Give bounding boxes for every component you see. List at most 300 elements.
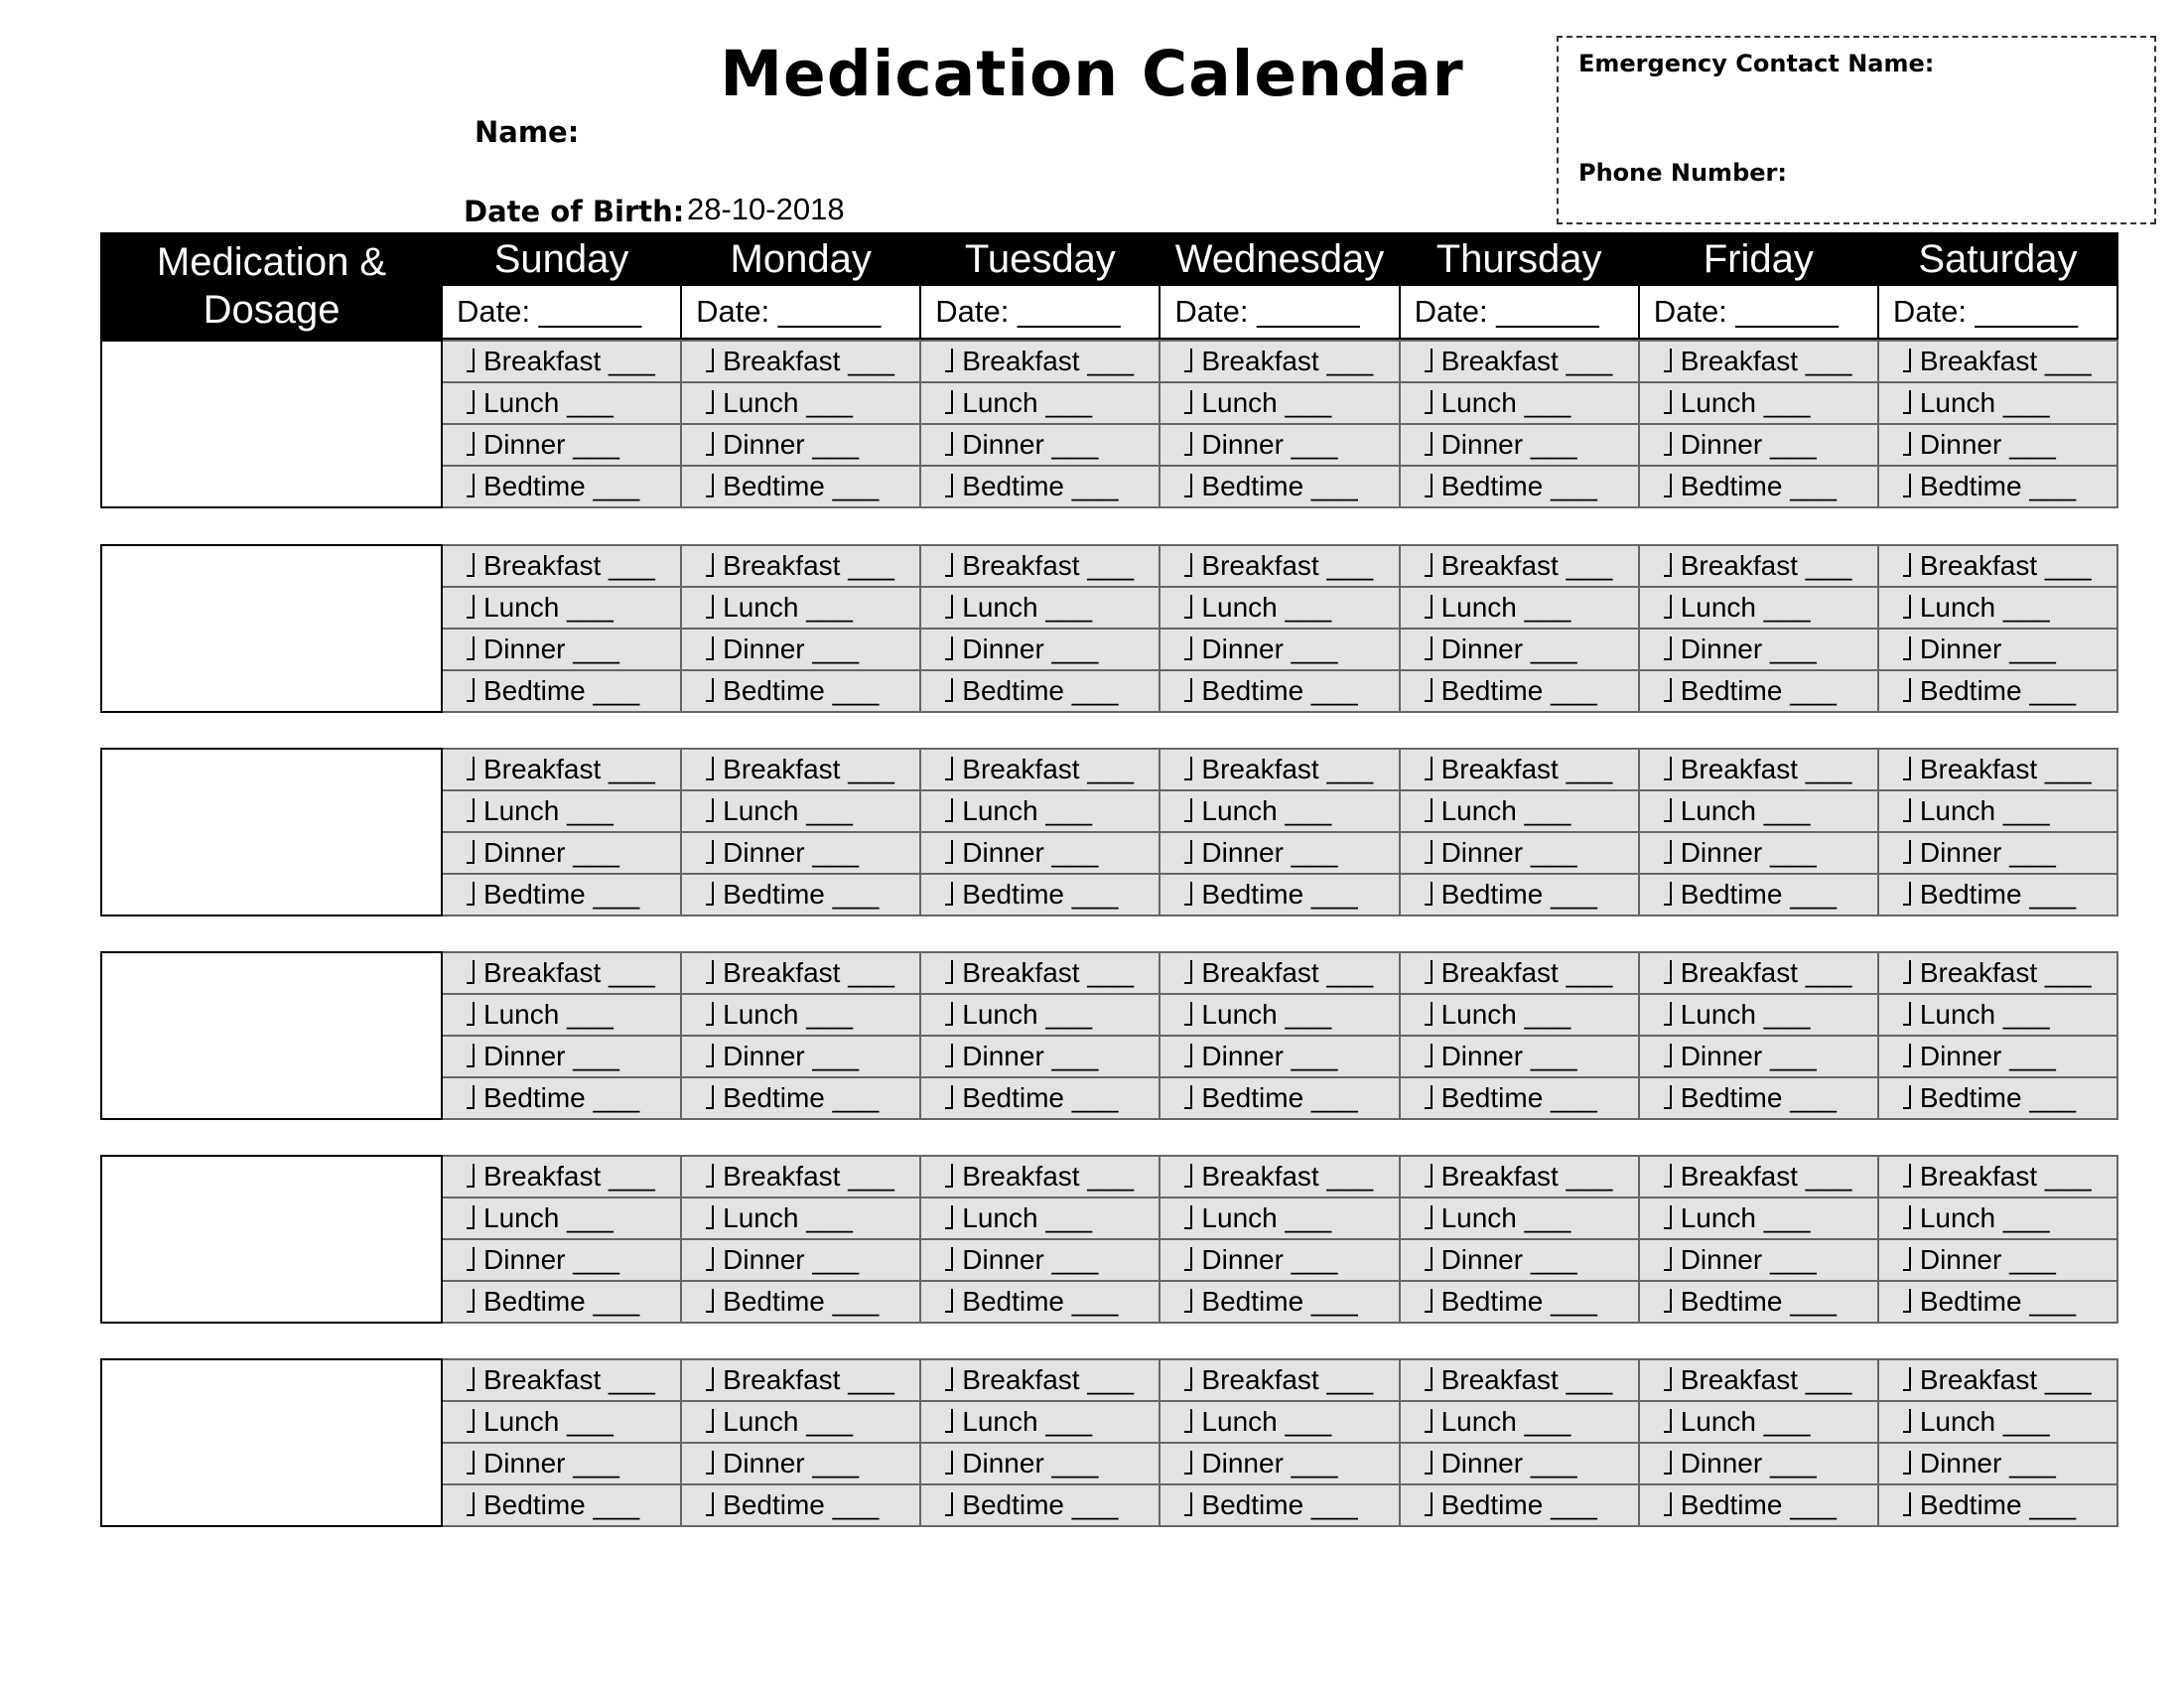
dose-slot[interactable] (920, 466, 1160, 507)
dose-slot[interactable] (1160, 832, 1399, 874)
checkbox-icon[interactable] (467, 757, 475, 780)
dose-slot[interactable] (681, 1281, 920, 1323)
dose-slot[interactable] (1639, 832, 1878, 874)
checkbox-icon[interactable] (1184, 1205, 1192, 1229)
checkbox-icon[interactable] (1664, 882, 1672, 906)
checkbox-icon[interactable] (1903, 960, 1911, 984)
dose-slot[interactable] (920, 670, 1160, 712)
dose-slot[interactable] (1878, 670, 2117, 712)
dose-slot[interactable] (1878, 790, 2117, 832)
dose-slot[interactable] (442, 341, 681, 382)
checkbox-icon[interactable] (706, 1044, 714, 1067)
dose-slot[interactable] (442, 994, 681, 1036)
checkbox-icon[interactable] (1425, 1289, 1433, 1313)
dose-slot[interactable] (681, 952, 920, 994)
checkbox-icon[interactable] (1425, 1451, 1433, 1475)
dose-slot[interactable] (442, 1239, 681, 1281)
checkbox-icon[interactable] (1184, 1289, 1192, 1313)
dose-slot[interactable] (920, 1484, 1160, 1526)
dose-slot[interactable] (1878, 1281, 2117, 1323)
dose-slot[interactable] (1160, 382, 1399, 424)
dose-slot[interactable] (442, 749, 681, 790)
checkbox-icon[interactable] (1903, 474, 1911, 497)
dose-slot[interactable] (1639, 587, 1878, 629)
dose-slot[interactable] (1400, 1077, 1639, 1119)
dose-slot[interactable] (1400, 1443, 1639, 1484)
checkbox-icon[interactable] (706, 1002, 714, 1026)
dose-slot[interactable] (1160, 466, 1399, 507)
checkbox-icon[interactable] (1425, 840, 1433, 864)
dose-slot[interactable] (1160, 874, 1399, 915)
checkbox-icon[interactable] (467, 432, 475, 456)
dose-slot[interactable] (1400, 1239, 1639, 1281)
dose-slot[interactable] (442, 1359, 681, 1401)
checkbox-icon[interactable] (945, 1164, 953, 1188)
dose-slot[interactable] (442, 1197, 681, 1239)
dose-slot[interactable] (1639, 1281, 1878, 1323)
dose-slot[interactable] (681, 670, 920, 712)
checkbox-icon[interactable] (1184, 1002, 1192, 1026)
dose-slot[interactable] (920, 341, 1160, 382)
dose-slot[interactable] (1639, 790, 1878, 832)
checkbox-icon[interactable] (467, 595, 475, 619)
checkbox-icon[interactable] (1425, 1492, 1433, 1516)
checkbox-icon[interactable] (1184, 757, 1192, 780)
dose-slot[interactable] (1400, 1281, 1639, 1323)
dose-slot[interactable] (1400, 994, 1639, 1036)
dose-slot[interactable] (442, 587, 681, 629)
checkbox-icon[interactable] (706, 595, 714, 619)
medication-dosage-field[interactable] (101, 952, 442, 1119)
checkbox-icon[interactable] (1184, 349, 1192, 372)
checkbox-icon[interactable] (467, 474, 475, 497)
checkbox-icon[interactable] (1184, 678, 1192, 702)
dose-slot[interactable] (1160, 1443, 1399, 1484)
dose-slot[interactable] (1878, 1401, 2117, 1443)
medication-dosage-field[interactable] (101, 1156, 442, 1323)
checkbox-icon[interactable] (945, 636, 953, 660)
checkbox-icon[interactable] (1184, 1451, 1192, 1475)
dose-slot[interactable] (1878, 466, 2117, 507)
dose-slot[interactable] (681, 832, 920, 874)
checkbox-icon[interactable] (1664, 595, 1672, 619)
checkbox-icon[interactable] (1903, 1085, 1911, 1109)
dose-slot[interactable] (920, 790, 1160, 832)
dose-slot[interactable] (1878, 1077, 2117, 1119)
checkbox-icon[interactable] (945, 757, 953, 780)
checkbox-icon[interactable] (1425, 1044, 1433, 1067)
checkbox-icon[interactable] (706, 1289, 714, 1313)
checkbox-icon[interactable] (467, 1289, 475, 1313)
checkbox-icon[interactable] (1184, 1367, 1192, 1391)
checkbox-icon[interactable] (945, 1247, 953, 1271)
checkbox-icon[interactable] (706, 553, 714, 577)
dose-slot[interactable] (681, 341, 920, 382)
checkbox-icon[interactable] (1425, 432, 1433, 456)
checkbox-icon[interactable] (1184, 474, 1192, 497)
checkbox-icon[interactable] (467, 636, 475, 660)
checkbox-icon[interactable] (945, 1289, 953, 1313)
checkbox-icon[interactable] (1425, 1367, 1433, 1391)
dose-slot[interactable] (1878, 1036, 2117, 1077)
dose-slot[interactable] (1160, 1484, 1399, 1526)
checkbox-icon[interactable] (1903, 1492, 1911, 1516)
dose-slot[interactable] (1160, 1036, 1399, 1077)
dose-slot[interactable] (681, 587, 920, 629)
dose-slot[interactable] (1400, 1401, 1639, 1443)
dose-slot[interactable] (1400, 382, 1639, 424)
checkbox-icon[interactable] (1184, 1247, 1192, 1271)
dose-slot[interactable] (442, 466, 681, 507)
dose-slot[interactable] (920, 874, 1160, 915)
dose-slot[interactable] (1639, 1484, 1878, 1526)
dose-slot[interactable] (1160, 1077, 1399, 1119)
date-field[interactable]: Date: ______ (1639, 285, 1878, 339)
checkbox-icon[interactable] (1425, 678, 1433, 702)
checkbox-icon[interactable] (1664, 1044, 1672, 1067)
checkbox-icon[interactable] (945, 798, 953, 822)
dose-slot[interactable] (920, 1401, 1160, 1443)
checkbox-icon[interactable] (706, 678, 714, 702)
dose-slot[interactable] (681, 1401, 920, 1443)
checkbox-icon[interactable] (1903, 840, 1911, 864)
checkbox-icon[interactable] (1664, 553, 1672, 577)
checkbox-icon[interactable] (1903, 1409, 1911, 1433)
medication-dosage-field[interactable] (101, 341, 442, 507)
checkbox-icon[interactable] (1425, 1205, 1433, 1229)
date-field[interactable]: Date: ______ (920, 285, 1160, 339)
dose-slot[interactable] (442, 629, 681, 670)
checkbox-icon[interactable] (945, 432, 953, 456)
dose-slot[interactable] (1878, 382, 2117, 424)
dose-slot[interactable] (681, 466, 920, 507)
dose-slot[interactable] (681, 629, 920, 670)
checkbox-icon[interactable] (467, 1002, 475, 1026)
checkbox-icon[interactable] (1184, 1085, 1192, 1109)
checkbox-icon[interactable] (467, 1205, 475, 1229)
dose-slot[interactable] (1878, 1156, 2117, 1197)
dose-slot[interactable] (442, 382, 681, 424)
dose-slot[interactable] (442, 952, 681, 994)
dose-slot[interactable] (1639, 424, 1878, 466)
dose-slot[interactable] (1878, 749, 2117, 790)
checkbox-icon[interactable] (1425, 636, 1433, 660)
dose-slot[interactable] (442, 1401, 681, 1443)
date-field[interactable]: Date: ______ (1160, 285, 1399, 339)
checkbox-icon[interactable] (706, 474, 714, 497)
checkbox-icon[interactable] (1425, 798, 1433, 822)
checkbox-icon[interactable] (1664, 474, 1672, 497)
date-field[interactable]: Date: ______ (442, 285, 681, 339)
dose-slot[interactable] (1878, 545, 2117, 587)
checkbox-icon[interactable] (1184, 1164, 1192, 1188)
checkbox-icon[interactable] (1425, 474, 1433, 497)
checkbox-icon[interactable] (467, 798, 475, 822)
dose-slot[interactable] (1400, 832, 1639, 874)
checkbox-icon[interactable] (706, 1164, 714, 1188)
dose-slot[interactable] (1639, 1239, 1878, 1281)
dose-slot[interactable] (920, 994, 1160, 1036)
checkbox-icon[interactable] (467, 882, 475, 906)
dose-slot[interactable] (920, 1239, 1160, 1281)
dose-slot[interactable] (1639, 466, 1878, 507)
dose-slot[interactable] (1878, 874, 2117, 915)
checkbox-icon[interactable] (467, 1044, 475, 1067)
dose-slot[interactable] (1400, 790, 1639, 832)
dose-slot[interactable] (1878, 587, 2117, 629)
checkbox-icon[interactable] (945, 1205, 953, 1229)
dose-slot[interactable] (1639, 1036, 1878, 1077)
dose-slot[interactable] (1400, 1359, 1639, 1401)
checkbox-icon[interactable] (1425, 349, 1433, 372)
checkbox-icon[interactable] (1664, 678, 1672, 702)
checkbox-icon[interactable] (1903, 636, 1911, 660)
dose-slot[interactable] (1639, 1197, 1878, 1239)
checkbox-icon[interactable] (1903, 390, 1911, 414)
checkbox-icon[interactable] (1903, 1367, 1911, 1391)
checkbox-icon[interactable] (1664, 349, 1672, 372)
checkbox-icon[interactable] (1664, 1085, 1672, 1109)
checkbox-icon[interactable] (945, 1085, 953, 1109)
checkbox-icon[interactable] (467, 390, 475, 414)
checkbox-icon[interactable] (1425, 390, 1433, 414)
dose-slot[interactable] (681, 382, 920, 424)
medication-dosage-field[interactable] (101, 749, 442, 915)
dose-slot[interactable] (681, 1077, 920, 1119)
checkbox-icon[interactable] (467, 1409, 475, 1433)
dose-slot[interactable] (1400, 670, 1639, 712)
checkbox-icon[interactable] (1425, 595, 1433, 619)
checkbox-icon[interactable] (706, 1451, 714, 1475)
dose-slot[interactable] (1160, 1239, 1399, 1281)
dose-slot[interactable] (681, 1484, 920, 1526)
dose-slot[interactable] (920, 1281, 1160, 1323)
dose-slot[interactable] (1160, 1197, 1399, 1239)
checkbox-icon[interactable] (945, 1492, 953, 1516)
dose-slot[interactable] (681, 545, 920, 587)
checkbox-icon[interactable] (706, 840, 714, 864)
checkbox-icon[interactable] (945, 1409, 953, 1433)
checkbox-icon[interactable] (945, 474, 953, 497)
dose-slot[interactable] (681, 994, 920, 1036)
checkbox-icon[interactable] (706, 1205, 714, 1229)
date-field[interactable]: Date: ______ (681, 285, 920, 339)
checkbox-icon[interactable] (1664, 1451, 1672, 1475)
dose-slot[interactable] (920, 629, 1160, 670)
checkbox-icon[interactable] (1903, 798, 1911, 822)
medication-dosage-field[interactable] (101, 1359, 442, 1526)
checkbox-icon[interactable] (1184, 553, 1192, 577)
checkbox-icon[interactable] (1425, 1247, 1433, 1271)
checkbox-icon[interactable] (1664, 1492, 1672, 1516)
dose-slot[interactable] (920, 1036, 1160, 1077)
dose-slot[interactable] (442, 545, 681, 587)
checkbox-icon[interactable] (1664, 1164, 1672, 1188)
dose-slot[interactable] (442, 832, 681, 874)
checkbox-icon[interactable] (706, 882, 714, 906)
checkbox-icon[interactable] (945, 349, 953, 372)
dose-slot[interactable] (442, 1036, 681, 1077)
dose-slot[interactable] (442, 1281, 681, 1323)
dose-slot[interactable] (920, 424, 1160, 466)
dose-slot[interactable] (1639, 952, 1878, 994)
checkbox-icon[interactable] (1664, 390, 1672, 414)
dose-slot[interactable] (681, 749, 920, 790)
dose-slot[interactable] (1878, 1239, 2117, 1281)
dose-slot[interactable] (681, 1156, 920, 1197)
checkbox-icon[interactable] (1664, 1289, 1672, 1313)
dose-slot[interactable] (1160, 545, 1399, 587)
dose-slot[interactable] (1160, 952, 1399, 994)
checkbox-icon[interactable] (467, 1247, 475, 1271)
dose-slot[interactable] (1400, 1484, 1639, 1526)
checkbox-icon[interactable] (1903, 349, 1911, 372)
checkbox-icon[interactable] (1903, 595, 1911, 619)
checkbox-icon[interactable] (1425, 1409, 1433, 1433)
dose-slot[interactable] (1400, 341, 1639, 382)
dose-slot[interactable] (920, 832, 1160, 874)
checkbox-icon[interactable] (706, 1367, 714, 1391)
checkbox-icon[interactable] (1903, 432, 1911, 456)
checkbox-icon[interactable] (1184, 390, 1192, 414)
checkbox-icon[interactable] (1425, 882, 1433, 906)
checkbox-icon[interactable] (945, 960, 953, 984)
dose-slot[interactable] (681, 1036, 920, 1077)
checkbox-icon[interactable] (467, 349, 475, 372)
dose-slot[interactable] (1639, 1359, 1878, 1401)
checkbox-icon[interactable] (1903, 1044, 1911, 1067)
checkbox-icon[interactable] (945, 678, 953, 702)
dose-slot[interactable] (1400, 424, 1639, 466)
dose-slot[interactable] (920, 1156, 1160, 1197)
checkbox-icon[interactable] (467, 960, 475, 984)
checkbox-icon[interactable] (467, 1164, 475, 1188)
dose-slot[interactable] (920, 545, 1160, 587)
dose-slot[interactable] (1160, 341, 1399, 382)
dose-slot[interactable] (1878, 1197, 2117, 1239)
dose-slot[interactable] (1160, 587, 1399, 629)
dose-slot[interactable] (1160, 1281, 1399, 1323)
dose-slot[interactable] (1878, 994, 2117, 1036)
checkbox-icon[interactable] (945, 1002, 953, 1026)
checkbox-icon[interactable] (1425, 553, 1433, 577)
checkbox-icon[interactable] (1425, 960, 1433, 984)
dose-slot[interactable] (1400, 629, 1639, 670)
dose-slot[interactable] (1639, 670, 1878, 712)
checkbox-icon[interactable] (1903, 1002, 1911, 1026)
checkbox-icon[interactable] (945, 1367, 953, 1391)
dose-slot[interactable] (1639, 1156, 1878, 1197)
checkbox-icon[interactable] (1184, 432, 1192, 456)
dose-slot[interactable] (1400, 1156, 1639, 1197)
medication-dosage-field[interactable] (101, 545, 442, 712)
dose-slot[interactable] (442, 790, 681, 832)
dose-slot[interactable] (681, 790, 920, 832)
dose-slot[interactable] (1639, 994, 1878, 1036)
checkbox-icon[interactable] (467, 553, 475, 577)
dose-slot[interactable] (1160, 629, 1399, 670)
dose-slot[interactable] (1878, 424, 2117, 466)
dose-slot[interactable] (1639, 749, 1878, 790)
dose-slot[interactable] (1400, 749, 1639, 790)
dose-slot[interactable] (1639, 1077, 1878, 1119)
checkbox-icon[interactable] (706, 960, 714, 984)
checkbox-icon[interactable] (1664, 1367, 1672, 1391)
dose-slot[interactable] (920, 1197, 1160, 1239)
checkbox-icon[interactable] (1664, 636, 1672, 660)
checkbox-icon[interactable] (467, 1367, 475, 1391)
checkbox-icon[interactable] (1184, 882, 1192, 906)
checkbox-icon[interactable] (706, 1492, 714, 1516)
dose-slot[interactable] (1878, 341, 2117, 382)
date-field[interactable]: Date: ______ (1878, 285, 2117, 339)
checkbox-icon[interactable] (1184, 1409, 1192, 1433)
dose-slot[interactable] (1400, 466, 1639, 507)
checkbox-icon[interactable] (706, 432, 714, 456)
checkbox-icon[interactable] (706, 757, 714, 780)
checkbox-icon[interactable] (1184, 1044, 1192, 1067)
dose-slot[interactable] (1878, 629, 2117, 670)
dose-slot[interactable] (920, 749, 1160, 790)
checkbox-icon[interactable] (1903, 1164, 1911, 1188)
dose-slot[interactable] (1160, 994, 1399, 1036)
dose-slot[interactable] (1160, 790, 1399, 832)
checkbox-icon[interactable] (945, 882, 953, 906)
dose-slot[interactable] (1639, 341, 1878, 382)
checkbox-icon[interactable] (1184, 1492, 1192, 1516)
checkbox-icon[interactable] (1664, 1409, 1672, 1433)
dose-slot[interactable] (1160, 424, 1399, 466)
dose-slot[interactable] (1878, 832, 2117, 874)
checkbox-icon[interactable] (706, 798, 714, 822)
checkbox-icon[interactable] (1425, 1164, 1433, 1188)
checkbox-icon[interactable] (1184, 798, 1192, 822)
dose-slot[interactable] (920, 1359, 1160, 1401)
checkbox-icon[interactable] (1664, 840, 1672, 864)
checkbox-icon[interactable] (1664, 1205, 1672, 1229)
dose-slot[interactable] (681, 424, 920, 466)
checkbox-icon[interactable] (1903, 1289, 1911, 1313)
checkbox-icon[interactable] (706, 1409, 714, 1433)
dose-slot[interactable] (1160, 1156, 1399, 1197)
checkbox-icon[interactable] (945, 595, 953, 619)
dose-slot[interactable] (442, 1077, 681, 1119)
dose-slot[interactable] (442, 1484, 681, 1526)
checkbox-icon[interactable] (1903, 1451, 1911, 1475)
checkbox-icon[interactable] (706, 390, 714, 414)
date-field[interactable]: Date: ______ (1400, 285, 1639, 339)
checkbox-icon[interactable] (945, 840, 953, 864)
dose-slot[interactable] (1878, 1359, 2117, 1401)
dose-slot[interactable] (920, 382, 1160, 424)
dose-slot[interactable] (681, 1197, 920, 1239)
dose-slot[interactable] (1639, 1443, 1878, 1484)
dose-slot[interactable] (1639, 545, 1878, 587)
dose-slot[interactable] (1400, 874, 1639, 915)
dose-slot[interactable] (1400, 952, 1639, 994)
checkbox-icon[interactable] (1184, 595, 1192, 619)
dose-slot[interactable] (1878, 1484, 2117, 1526)
checkbox-icon[interactable] (467, 1085, 475, 1109)
dose-slot[interactable] (1639, 382, 1878, 424)
checkbox-icon[interactable] (1425, 757, 1433, 780)
dose-slot[interactable] (1160, 1401, 1399, 1443)
checkbox-icon[interactable] (706, 636, 714, 660)
checkbox-icon[interactable] (945, 553, 953, 577)
checkbox-icon[interactable] (1425, 1002, 1433, 1026)
checkbox-icon[interactable] (1903, 1247, 1911, 1271)
dose-slot[interactable] (1160, 749, 1399, 790)
